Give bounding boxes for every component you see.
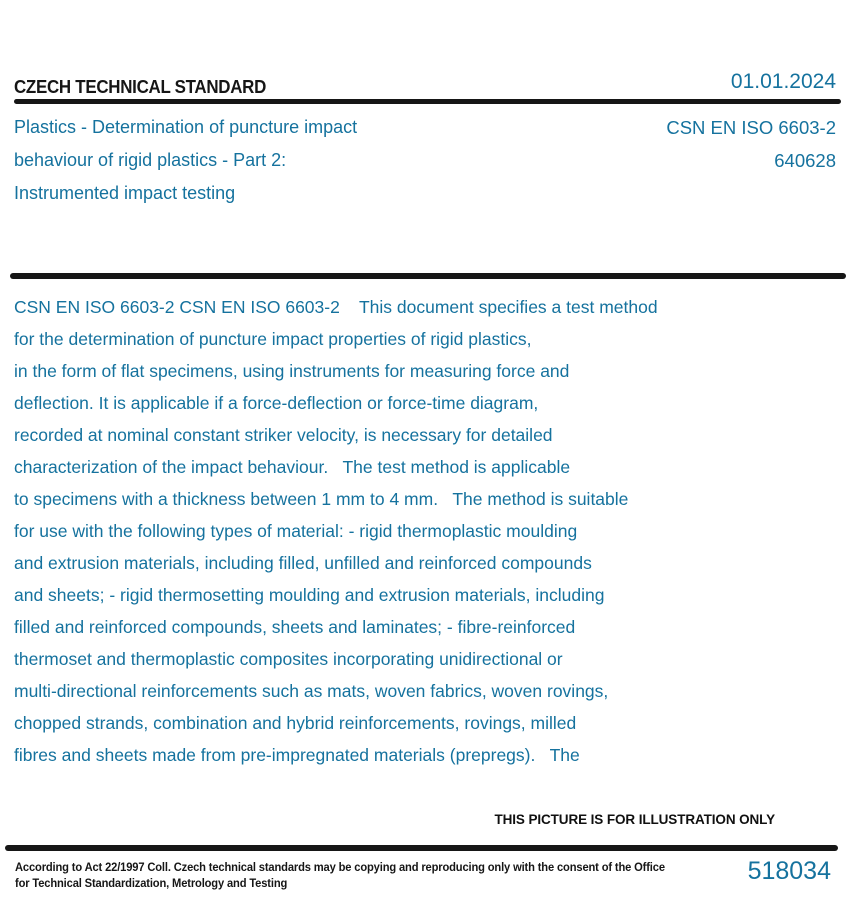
abstract-line: thermoset and thermoplastic composites incorporating unidirectional or (14, 649, 563, 669)
standard-type-label: CZECH TECHNICAL STANDARD (14, 77, 267, 97)
abstract-line: multi-directional reinforcements such as mats, woven fabrics, woven rovings, (14, 681, 609, 701)
copyright-line: for Technical Standardization, Metrology and Testing (15, 877, 288, 890)
abstract-line: for use with the following types of material: - rigid thermoplastic moulding (14, 521, 578, 541)
abstract-line: for the determination of puncture impact properties of rigid plastics, (14, 329, 532, 349)
abstract-line: in the form of flat specimens, using instruments for measuring force and (14, 361, 570, 381)
abstract-line: and extrusion materials, including filled, unfilled and reinforced compounds (14, 553, 592, 573)
copyright-notice (15, 861, 665, 892)
standard-class-number: 640628 (774, 150, 836, 171)
abstract-line: deflection. It is applicable if a force-deflection or force-time diagram, (14, 393, 539, 413)
standard-references (666, 111, 836, 177)
abstract-text (14, 291, 658, 771)
standard-title-line: behaviour of rigid plastics - Part 2: (14, 150, 287, 170)
abstract-line: fibres and sheets made from pre-impregnated materials (prepregs). The (14, 745, 580, 765)
abstract-line: and sheets; - rigid thermosetting moulding and extrusion materials, including (14, 585, 605, 605)
footer-divider (5, 845, 838, 851)
standard-designation: CSN EN ISO 6603-2 (666, 117, 836, 138)
title-divider (10, 273, 846, 279)
header-divider (14, 99, 841, 104)
abstract-line: chopped strands, combination and hybrid reinforcements, rovings, milled (14, 713, 577, 733)
order-number: 518034 (747, 857, 831, 885)
issue-date: 01.01.2024 (730, 70, 836, 93)
abstract-line: recorded at nominal constant striker velocity, is necessary for detailed (14, 425, 553, 445)
illustration-only-note: THIS PICTURE IS FOR ILLUSTRATION ONLY (494, 812, 775, 827)
abstract-line: characterization of the impact behaviour. The test method is applicable (14, 457, 571, 477)
abstract-line: to specimens with a thickness between 1 mm to 4 mm. The method is suitable (14, 489, 629, 509)
abstract-line: filled and reinforced compounds, sheets and laminates; - fibre-reinforced (14, 617, 576, 637)
standard-title (14, 111, 357, 210)
standard-title-line: Instrumented impact testing (14, 183, 236, 203)
copyright-line: According to Act 22/1997 Coll. Czech technical standards may be copying and reproducing only with the consent of the Office (15, 862, 665, 874)
abstract-line: CSN EN ISO 6603-2 CSN EN ISO 6603-2 This document specifies a test method (14, 297, 658, 317)
standard-title-line: Plastics - Determination of puncture impact (14, 117, 358, 137)
